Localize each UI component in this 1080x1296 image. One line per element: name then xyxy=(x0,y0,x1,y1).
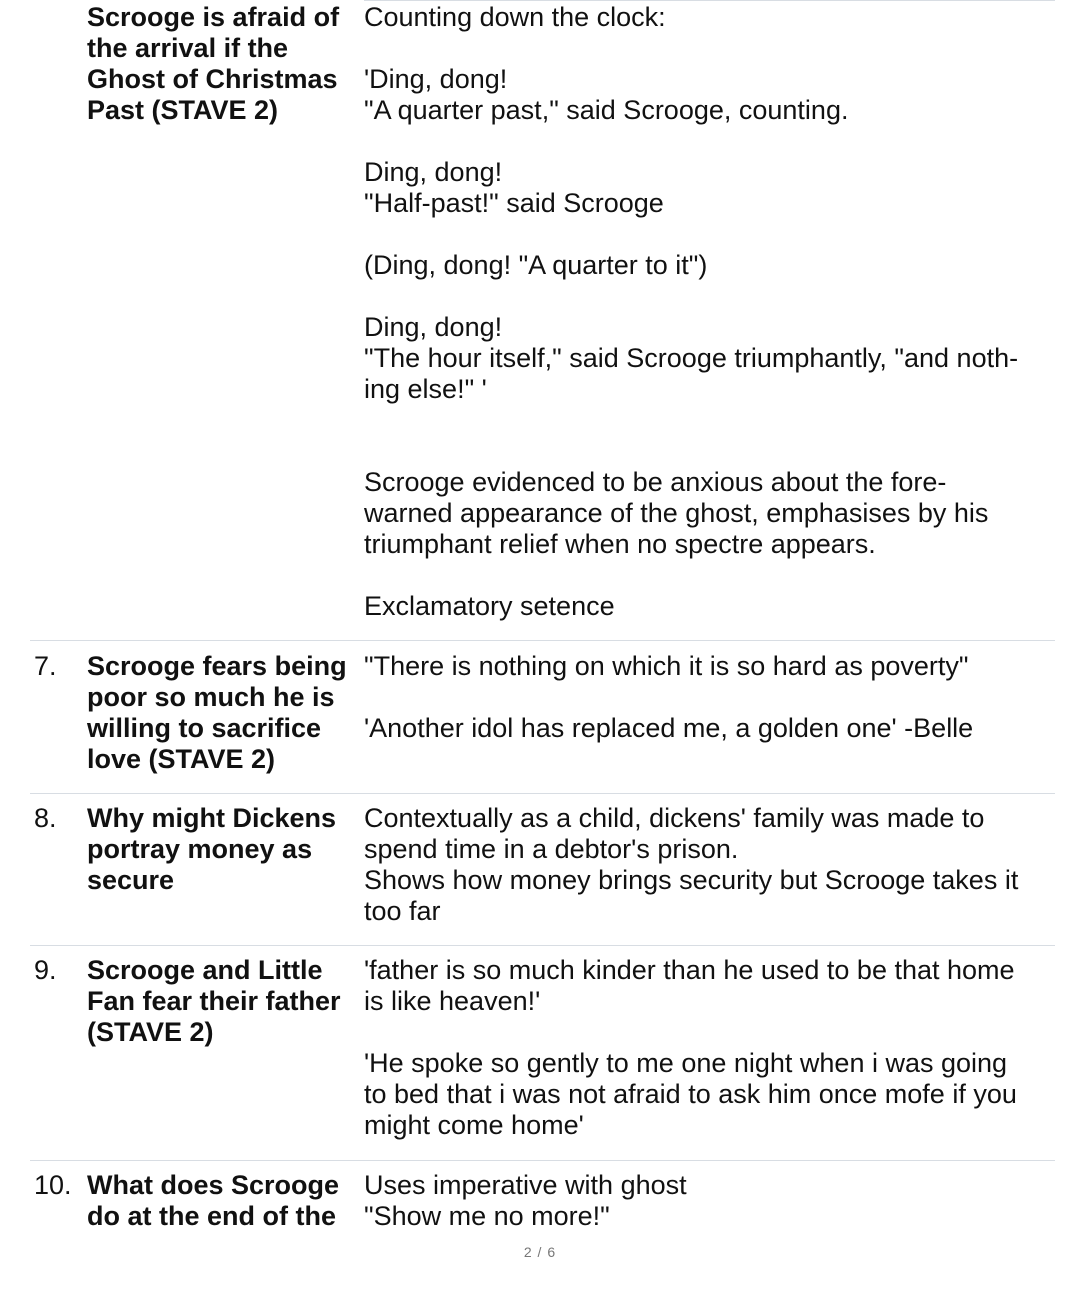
row-divider xyxy=(30,945,1055,946)
answer-text: Scrooge evidenced to be anxious about the fore- warned appearance of the ghost, emphasises by his triumphant relief when no spectre appears. xyxy=(364,467,989,559)
answer-text: "There is nothing on which it is so hard as poverty" xyxy=(364,651,969,681)
question-cell: Scrooge is afraid of the arrival if the Ghost of Christmas Past (STAVE 2) xyxy=(87,2,340,125)
item-number: 7. xyxy=(34,651,57,681)
question-cell: Why might Dickens portray money as secure xyxy=(87,803,337,895)
answer-text: (Ding, dong! "A quarter to it") xyxy=(364,250,708,280)
item-number: 10. xyxy=(34,1170,72,1200)
row-divider xyxy=(30,793,1055,794)
answer-text: Ding, dong! "Half-past!" said Scrooge xyxy=(364,157,664,218)
question-cell: What does Scrooge do at the end of the xyxy=(87,1170,340,1231)
answer-text: Counting down the clock: xyxy=(364,2,666,32)
answer-text: Contextually as a child, dickens' family was made to spend time in a debtor's prison. Shows how money brings security but Scrooge takes it too far xyxy=(364,803,1019,926)
answer-text: 'Ding, dong! "A quarter past," said Scrooge, counting. xyxy=(364,64,849,125)
answer-text: Ding, dong! "The hour itself," said Scrooge triumphantly, "and noth- ing else!" ' xyxy=(364,312,1019,404)
answer-text: Uses imperative with ghost "Show me no more!" xyxy=(364,1170,687,1231)
answer-text: 'Another idol has replaced me, a golden one' -Belle xyxy=(364,713,974,743)
question-cell: Scrooge and Little Fan fear their father (STAVE 2) xyxy=(87,955,341,1047)
row-divider xyxy=(30,640,1055,641)
question-cell: Scrooge fears being poor so much he is willing to sacrifice love (STAVE 2) xyxy=(87,651,347,774)
item-number: 8. xyxy=(34,803,57,833)
page-indicator: 2 / 6 xyxy=(523,1244,557,1260)
row-divider xyxy=(30,1160,1055,1161)
answer-text: 'He spoke so gently to me one night when i was going to bed that i was not afraid to ask him once mofe if you might come home' xyxy=(364,1048,1017,1140)
answer-text: 'father is so much kinder than he used to be that home is like heaven!' xyxy=(364,955,1015,1016)
answer-text: Exclamatory setence xyxy=(364,591,615,621)
top-divider xyxy=(364,0,1055,1)
item-number: 9. xyxy=(34,955,57,985)
